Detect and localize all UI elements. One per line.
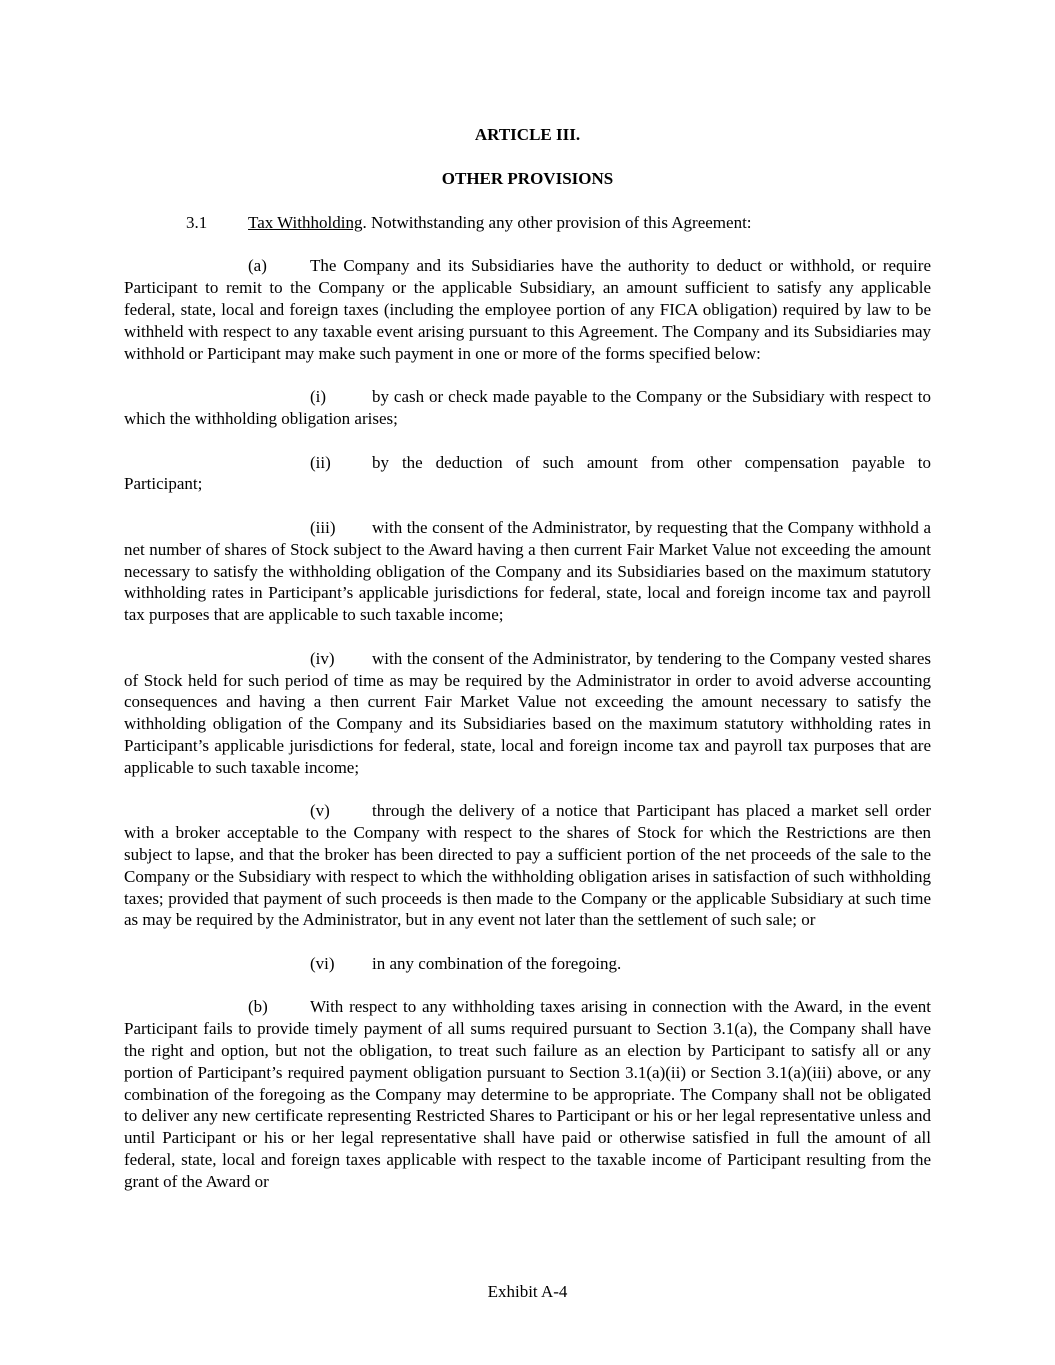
section-title: Tax Withholding — [248, 212, 363, 232]
list-item-text: in any combination of the foregoing. — [372, 953, 622, 973]
paragraph-b — [124, 996, 931, 1192]
page-footer: Exhibit A-4 — [487, 1282, 568, 1301]
paragraph-a-label: (a) — [248, 256, 267, 276]
list-item — [124, 648, 931, 779]
list-item-label: (v) — [310, 801, 330, 821]
list-item — [124, 517, 931, 626]
article-heading: OTHER PROVISIONS — [441, 168, 614, 188]
list-item-text: through the delivery of a notice that Participant has placed a market sell order with a broker acceptable to the Company with respect to the shares of Stock for which the Restrictions are then subject to lapse, and that the broker has been directed to pay a sufficient portion of the net proceeds of the sale to the Company or the Subsidiary with respect to which the withholding obligation arises in satisfaction of such withholding taxes; provided that payment of such proceeds is then made to the Company or the applicable Subsidiary at such time as may be required by the Administrator, but in any event not later than the settlement of such sale; or — [124, 801, 931, 930]
document-page — [124, 124, 931, 1214]
paragraph-b-text: With respect to any withholding taxes arising in connection with the Award, in the event Participant fails to provide timely payment of all sums required pursuant to Section 3.1(a), the Company shall have the right and option, but not the obligation, to treat such failure as an election by Participant to satisfy all or any portion of Participant’s required payment obligation pursuant to Section 3.1(a)(ii) or Section 3.1(a)(iii) above, or any combination of the foregoing as the Company may determine to be appropriate. The Company shall not be obligated to deliver any new certificate representing Restricted Shares to Participant or his or her legal representative unless and until Participant or his or her legal representative shall have paid or otherwise satisfied in full the amount of all federal, state, local and foreign taxes applicable with respect to the taxable income of Participant resulting from the grant of the Award or — [124, 997, 931, 1191]
paragraph-a — [124, 255, 931, 364]
paragraph-b-label: (b) — [248, 997, 268, 1017]
list-item-text: with the consent of the Administrator, by requesting that the Company withhold a net number of shares of Stock subject to the Award having a then current Fair Market Value not exceeding the amount necessary to satisfy the withholding obligation of the Company and its Subsidiaries based on the maximum statutory withholding rates in Participant’s applicable jurisdictions for federal, state, local and foreign income tax and payroll tax purposes that are applicable to such taxable income; — [124, 517, 931, 625]
list-item-text: by cash or check made payable to the Company or the Subsidiary with respect to which the withholding obligation arises; — [124, 387, 931, 428]
list-item-label: (ii) — [310, 452, 331, 472]
list-item — [124, 800, 931, 931]
section-number: 3.1 — [186, 212, 208, 232]
list-item-label: (vi) — [310, 953, 335, 973]
list-item-text: with the consent of the Administrator, by tendering to the Company vested shares of Stock held for such period of time as may be required by the Administrator in order to avoid adverse accounting consequences and having a then current Fair Market Value not exceeding the amount necessary to satisfy the withholding obligation of the Company and its Subsidiaries based on the maximum statutory withholding rates in Participant’s applicable jurisdictions for federal, state, local and foreign income tax and payroll tax purposes that are applicable to such taxable income; — [124, 648, 931, 777]
list-item — [124, 386, 931, 430]
section-3-1-heading — [124, 212, 931, 234]
list-item-label: (i) — [310, 387, 327, 407]
list-item — [124, 953, 931, 975]
list-item — [124, 452, 931, 474]
list-item-continuation: Participant; — [124, 474, 203, 494]
list-item-label: (iii) — [310, 517, 336, 537]
paragraph-a-text: The Company and its Subsidiaries have the authority to deduct or withhold, or require Participant to remit to the Company or the applicable Subsidiary, an amount sufficient to satisfy any applicable federal, state, local and foreign taxes (including the employee portion of any FICA obligation) required by law to be withheld with respect to any taxable event arising pursuant to this Agreement. The Company and its Subsidiaries may withhold or Participant may make such payment in one or more of the forms specified below: — [124, 256, 931, 363]
section-intro: . Notwithstanding any other provision of this Agreement: — [362, 212, 752, 232]
list-item-text: by the deduction of such amount from other compensation payable to — [372, 452, 931, 472]
list-item-label: (iv) — [310, 648, 335, 668]
article-title: ARTICLE III. — [474, 125, 581, 144]
